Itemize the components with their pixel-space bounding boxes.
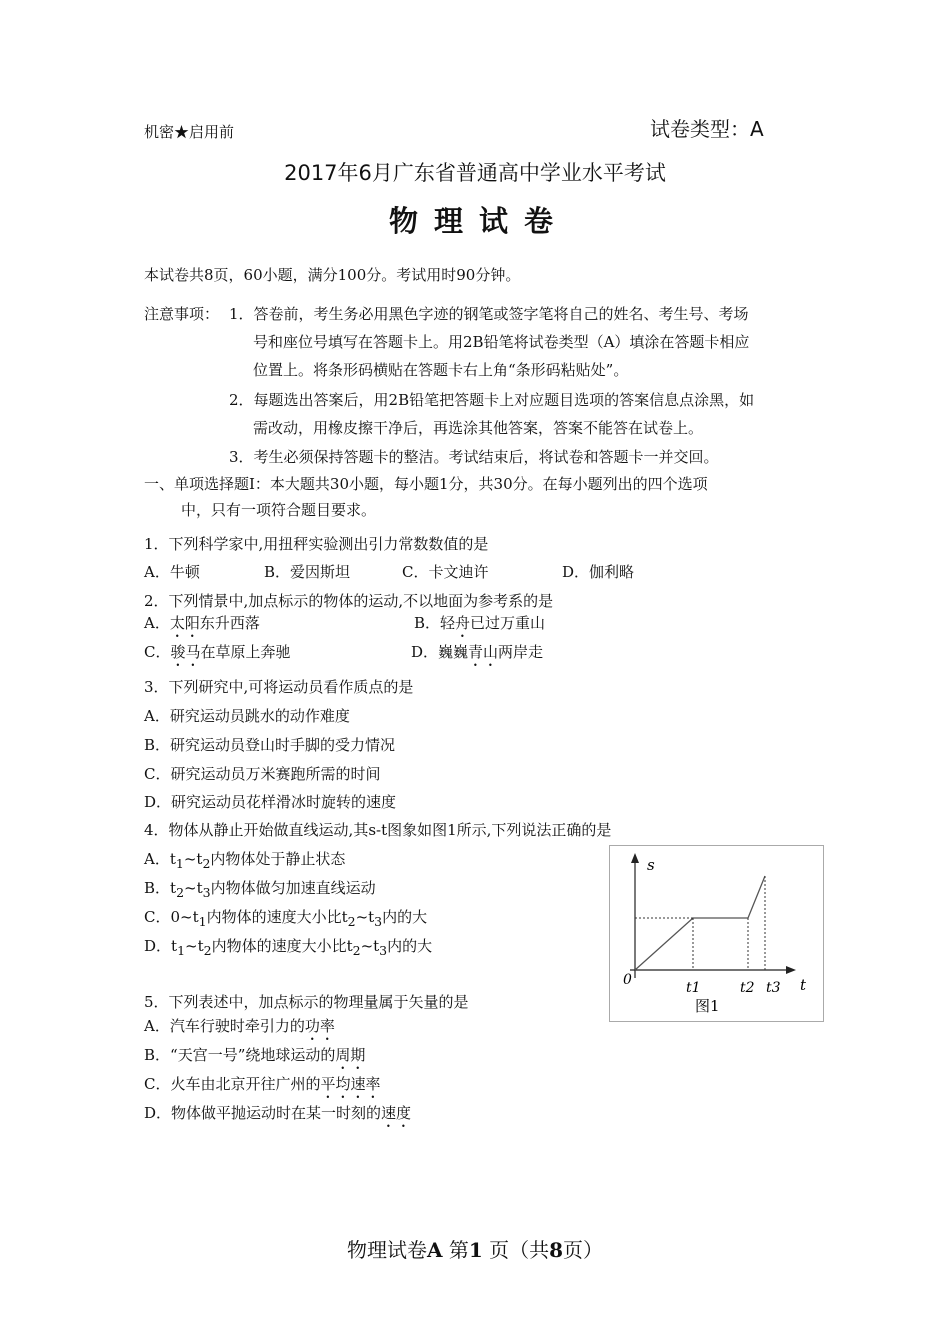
q4-b-post: 内物体做匀加速直线运动 xyxy=(210,879,376,897)
note-2-line-2: 需改动，用橡皮擦干净后，再选涂其他答案，答案不能答在试卷上。 xyxy=(253,419,704,437)
tick-t3: t3 xyxy=(766,980,781,996)
footer-type: A xyxy=(426,1238,443,1262)
q5-b-dotted: 周期 xyxy=(335,1046,366,1064)
footer-page-suffix: 页） xyxy=(563,1238,604,1262)
paper-type-label: 试卷类型：A xyxy=(650,117,764,141)
q4-a-mid: ~t xyxy=(183,850,203,868)
q2-option-c-dotted: 骏马 xyxy=(170,643,201,661)
y-axis-arrow-icon xyxy=(631,853,639,863)
footer-page-mid: 页（共 xyxy=(489,1238,550,1262)
origin-label: 0 xyxy=(623,972,632,988)
x-axis-label: t xyxy=(800,976,807,994)
tick-t1: t1 xyxy=(686,980,701,996)
q4-d-mid: ~t xyxy=(185,937,204,955)
q5-stem: 5．下列表述中，加点标示的物理量属于矢量的是 xyxy=(144,993,469,1011)
q2-option-b xyxy=(414,613,545,641)
note-1-line-2: 号和座位号填写在答题卡上。用2B铅笔将试卷类型（A）填涂在答题卡相应 xyxy=(253,333,750,351)
tick-t2: t2 xyxy=(740,980,755,996)
q4-d-post: 内的大 xyxy=(387,937,433,955)
q5-option-c xyxy=(144,1074,381,1102)
q2-option-a xyxy=(144,613,260,641)
q3-option-a: A．研究运动员跳水的动作难度 xyxy=(144,707,350,725)
q4-a-post: 内物体处于静止状态 xyxy=(210,850,346,868)
intro-text: 本试卷共8页，60小题，满分100分。考试用时90分钟。 xyxy=(144,266,521,284)
q4-c-mid: 内物体的速度大小比t xyxy=(206,908,348,926)
note-3-line-1: 3．考生必须保持答题卡的整洁。考试结束后，将试卷和答题卡一并交回。 xyxy=(229,448,719,466)
q1-option-b: B．爱因斯坦 xyxy=(264,563,351,581)
q4-c-sub2: 2 xyxy=(347,914,356,929)
figure-1 xyxy=(609,845,824,1022)
page-footer xyxy=(0,1234,950,1263)
figure-caption: 图1 xyxy=(695,997,720,1015)
q4-stem: 4．物体从静止开始做直线运动,其s-t图象如图1所示,下列说法正确的是 xyxy=(144,821,612,839)
footer-subject: 物理试卷 xyxy=(346,1238,427,1262)
q4-d-sub3: 2 xyxy=(352,943,361,958)
q5-option-a xyxy=(144,1016,335,1044)
q2-option-b-prefix: B．轻 xyxy=(414,614,456,632)
q2-option-b-rest: 已过万重山 xyxy=(470,614,546,632)
q4-a-pre: A．t xyxy=(144,850,176,868)
q4-c-post: 内的大 xyxy=(382,908,428,926)
footer-page-prefix: 第 xyxy=(448,1238,469,1262)
q5-d-dotted: 速度 xyxy=(381,1104,412,1122)
q4-option-a xyxy=(144,849,345,874)
q4-d-pre: D．t xyxy=(144,937,178,955)
q4-option-b xyxy=(144,878,376,903)
footer-page-number: 1 xyxy=(468,1238,483,1262)
q5-d-prefix: D．物体做平抛运动时在某一时刻的 xyxy=(144,1104,382,1122)
q2-stem: 2．下列情景中,加点标示的物体的运动,不以地面为参考系的是 xyxy=(144,592,554,610)
footer-total-pages: 8 xyxy=(549,1238,564,1262)
q2-option-c-rest: 在草原上奔驰 xyxy=(200,643,291,661)
q4-d-mid2: 内物体的速度大小比t xyxy=(211,937,353,955)
paper-title: 物理试卷 xyxy=(388,204,569,238)
q2-option-a-prefix: A． xyxy=(144,614,170,632)
q4-option-d xyxy=(144,936,432,961)
q3-option-d: D．研究运动员花样滑冰时旋转的速度 xyxy=(144,793,397,811)
q1-option-a: A．牛顿 xyxy=(144,563,200,581)
section-heading-line-2: 中，只有一项符合题目要求。 xyxy=(181,501,377,519)
q4-d-sub4: 3 xyxy=(379,943,388,958)
q4-d-sub1: 1 xyxy=(177,943,186,958)
q5-a-dotted: 功率 xyxy=(304,1017,335,1035)
q1-stem: 1．下列科学家中,用扭秤实验测出引力常数数值的是 xyxy=(144,535,489,553)
q3-option-b: B．研究运动员登山时手脚的受力情况 xyxy=(144,736,396,754)
q4-c-mid2: ~t xyxy=(355,908,375,926)
st-curve xyxy=(635,876,765,970)
q4-b-mid: ~t xyxy=(184,879,203,897)
q4-b-pre: B．t xyxy=(144,879,177,897)
q2-option-d-rest: 两岸走 xyxy=(498,643,544,661)
q4-option-c xyxy=(144,907,427,932)
q5-option-b xyxy=(144,1045,365,1073)
q4-d-sub2: 2 xyxy=(203,943,212,958)
note-2-line-1: 2．每题选出答案后，用2B铅笔把答题卡上对应题目选项的答案信息点涂黑，如 xyxy=(229,391,755,409)
q4-c-pre: C．0~t xyxy=(144,908,199,926)
section-heading-line-1: 一、单项选择题Ⅰ：本大题共30小题，每小题1分，共30分。在每小题列出的四个选项 xyxy=(144,475,708,493)
confidential-label: 机密★启用前 xyxy=(144,123,235,141)
q5-option-d xyxy=(144,1103,411,1131)
q2-option-a-dotted: 太阳 xyxy=(169,614,200,632)
q1-option-d: D．伽利略 xyxy=(562,563,635,581)
q4-b-sub1: 2 xyxy=(176,885,185,900)
q4-a-sub1: 1 xyxy=(175,856,184,871)
notes-label: 注意事项： xyxy=(144,305,220,323)
q4-d-mid3: ~t xyxy=(360,937,380,955)
q2-option-d xyxy=(411,642,543,670)
q3-stem: 3．下列研究中,可将运动员看作质点的是 xyxy=(144,678,414,696)
q1-option-c: C．卡文迪许 xyxy=(402,563,489,581)
q5-a-prefix: A．汽车行驶时牵引力的 xyxy=(144,1017,305,1035)
q2-option-a-rest: 东升西落 xyxy=(199,614,260,632)
q5-c-dotted: 平均速率 xyxy=(320,1075,381,1093)
y-axis-label: s xyxy=(647,856,655,874)
q4-c-sub1: 1 xyxy=(198,914,207,929)
q4-a-sub2: 2 xyxy=(202,856,211,871)
q4-c-sub3: 3 xyxy=(374,914,383,929)
q4-b-sub2: 3 xyxy=(202,885,211,900)
exam-title: 2017年6月广东省普通高中学业水平考试 xyxy=(284,161,666,185)
q2-option-d-dotted: 青山 xyxy=(468,643,499,661)
q2-option-c-prefix: C． xyxy=(144,643,171,661)
x-axis-arrow-icon xyxy=(786,966,796,974)
q2-option-c xyxy=(144,642,291,670)
q5-c-prefix: C．火车由北京开往广州的 xyxy=(144,1075,321,1093)
note-1-line-1: 1．答卷前，考生务必用黑色字迹的钢笔或签字笔将自己的姓名、考生号、考场 xyxy=(229,305,749,323)
note-1-line-3: 位置上。将条形码横贴在答题卡右上角“条形码粘贴处”。 xyxy=(253,361,629,379)
q3-option-c: C．研究运动员万米赛跑所需的时间 xyxy=(144,765,381,783)
q2-option-d-prefix: D．巍巍 xyxy=(411,643,469,661)
st-graph xyxy=(610,846,825,1023)
q5-b-prefix: B．“天宫一号”绕地球运动的 xyxy=(144,1046,336,1064)
q2-option-b-dotted: 舟 xyxy=(455,614,471,632)
